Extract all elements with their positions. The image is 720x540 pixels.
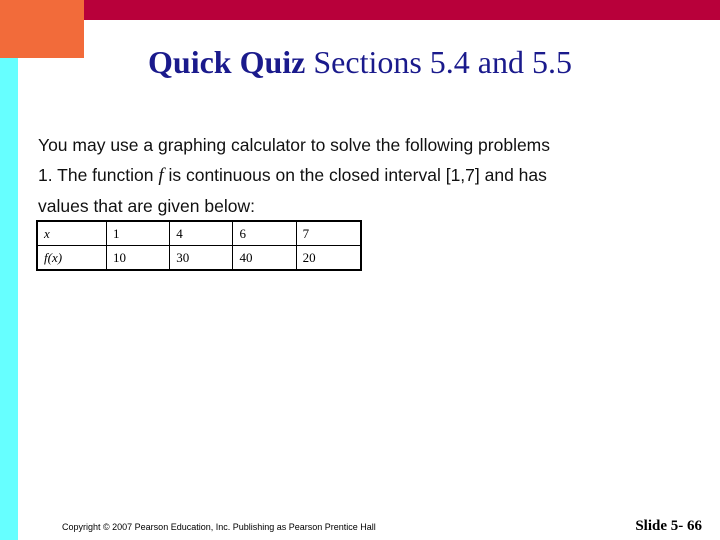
table-cell: 30 <box>170 246 233 271</box>
values-line: values that are given below: <box>38 196 255 216</box>
side-color-bar <box>0 58 18 540</box>
table-cell: 20 <box>296 246 361 271</box>
table-row <box>37 246 361 271</box>
instruction-line: You may use a graphing calculator to solve the following problems <box>38 135 551 155</box>
table-cell: f(x) <box>37 246 107 271</box>
table-cell: 40 <box>233 246 296 271</box>
quiz-text <box>38 130 598 221</box>
problem-suffix: is continuous on the closed interval [1,7] and has <box>163 165 547 185</box>
slide-title <box>0 44 720 81</box>
table-cell: 4 <box>170 221 233 246</box>
function-symbol: f <box>158 165 164 186</box>
values-table <box>36 220 362 271</box>
problem-line <box>38 160 598 191</box>
table-cell: 10 <box>107 246 170 271</box>
slide-title-bold: Quick Quiz <box>148 44 306 80</box>
table-row <box>37 221 361 246</box>
table-cell: 6 <box>233 221 296 246</box>
table-cell: 7 <box>296 221 361 246</box>
copyright-notice: Copyright © 2007 Pearson Education, Inc. Publishing as Pearson Prentice Hall <box>62 522 376 532</box>
problem-prefix: 1. The function <box>38 165 159 185</box>
slide-title-rest: Sections 5.4 and 5.5 <box>305 44 572 80</box>
table-cell: x <box>37 221 107 246</box>
slide-number: Slide 5- 66 <box>635 518 702 534</box>
table-cell: 1 <box>107 221 170 246</box>
top-color-bar <box>0 0 720 20</box>
